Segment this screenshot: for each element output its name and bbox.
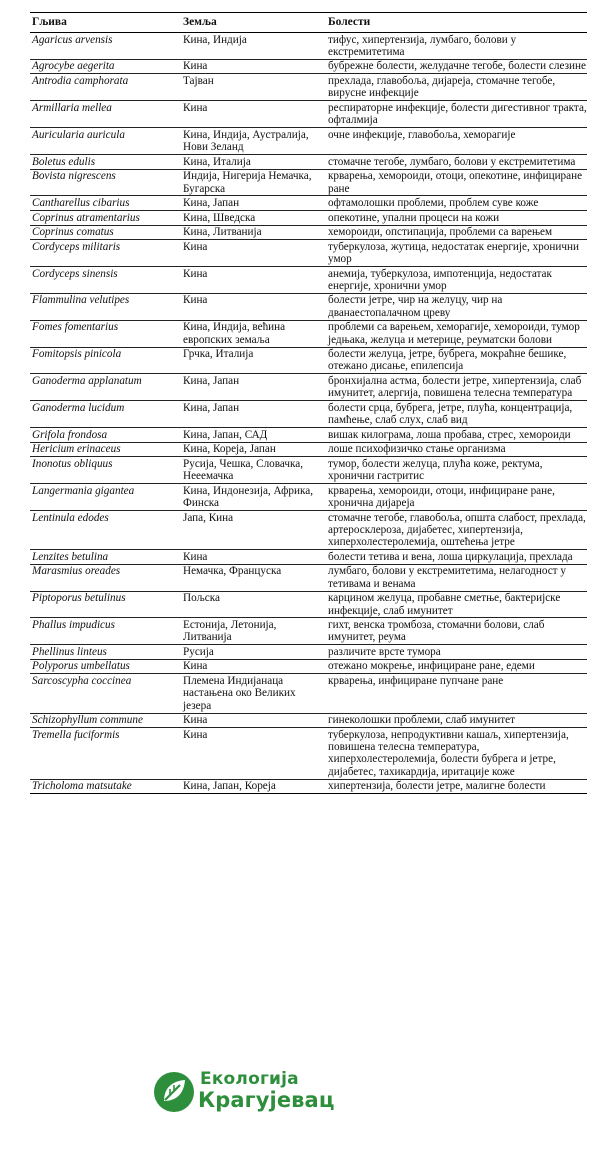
cell-country: Кина, Кореја, Јапан	[181, 442, 326, 457]
cell-country: Тајван	[181, 74, 326, 101]
cell-diseases: проблеми са варењем, хеморагије, хемороиди, тумор једњака, желуца и метерице, реуматски болови	[326, 320, 587, 347]
table-row	[30, 713, 587, 728]
cell-diseases: прехлада, главобоља, дијареја, стомачне тегобе, вирусне инфекције	[326, 74, 587, 101]
header-row	[30, 13, 587, 33]
cell-diseases: стомачне тегобе, лумбаго, болови у екстремитетима	[326, 155, 587, 170]
table-row	[30, 591, 587, 618]
table-row	[30, 320, 587, 347]
logo-text-kragujevac: Крагујевац	[198, 1088, 335, 1112]
table-row	[30, 401, 587, 428]
cell-diseases: вишак килограма, лоша пробава, стрес, хемороиди	[326, 428, 587, 443]
cell-diseases: туберкулоза, жутица, недостатак енергије, хронични умор	[326, 240, 587, 267]
cell-diseases: хемороиди, опстипација, проблеми са варењем	[326, 225, 587, 240]
cell-diseases: крварења, хемороиди, отоци, инфициране ране, хронична дијареја	[326, 484, 587, 511]
cell-diseases: карцином желуца, пробавне сметње, бактеријске инфекције, слаб имунитет	[326, 591, 587, 618]
table-row	[30, 240, 587, 267]
cell-country: Кина	[181, 101, 326, 128]
table-row	[30, 155, 587, 170]
ekologija-kragujevac-logo	[152, 1066, 335, 1120]
table-row	[30, 550, 587, 565]
cell-mushroom: Armillaria mellea	[30, 101, 181, 128]
table-row	[30, 510, 587, 549]
cell-diseases: болести тетива и вена, лоша циркулација, прехлада	[326, 550, 587, 565]
cell-mushroom: Fomes fomentarius	[30, 320, 181, 347]
table-row	[30, 779, 587, 794]
mushroom-table-page	[30, 12, 587, 794]
table-row	[30, 210, 587, 225]
cell-mushroom: Coprinus comatus	[30, 225, 181, 240]
cell-mushroom: Agaricus arvensis	[30, 33, 181, 60]
cell-diseases: отежано мокрење, инфициране ране, едеми	[326, 659, 587, 674]
cell-diseases: болести јетре, чир на желуцу, чир на дванаестопалачном цреву	[326, 293, 587, 320]
table-row	[30, 374, 587, 401]
cell-diseases: гихт, венска тромбоза, стомачни болови, слаб имунитет, реума	[326, 618, 587, 645]
table-body	[30, 33, 587, 794]
cell-mushroom: Bovista nigrescens	[30, 169, 181, 196]
cell-country: Естонија, Летонија, Литванија	[181, 618, 326, 645]
cell-country: Русија	[181, 645, 326, 660]
cell-diseases: гинеколошки проблеми, слаб имунитет	[326, 713, 587, 728]
cell-diseases: очне инфекције, главобоља, хеморагије	[326, 128, 587, 155]
cell-diseases: крварења, хемороиди, отоци, опекотине, инфициране ране	[326, 169, 587, 196]
table-row	[30, 74, 587, 101]
mushroom-diseases-table	[30, 12, 587, 794]
cell-country: Кина, Јапан	[181, 401, 326, 428]
cell-country: Кина, Индонезија, Африка, Финска	[181, 484, 326, 511]
cell-mushroom: Cordyceps militaris	[30, 240, 181, 267]
cell-mushroom: Lenzites betulina	[30, 550, 181, 565]
cell-diseases: болести срца, бубрега, јетре, плућа, концентрација, памћење, слаб слух, слаб вид	[326, 401, 587, 428]
cell-diseases: туберкулоза, непродуктивни кашаљ, хипертензија, повишена телесна температура, хиперхолестеролемија, болести бубрега и јетре, дијабетес, тахикардија, иритације коже	[326, 728, 587, 780]
cell-country: Русија, Чешка, Словачка, Нееемачка	[181, 457, 326, 484]
cell-country: Кина	[181, 266, 326, 293]
table-row	[30, 457, 587, 484]
cell-country: Кина, Италија	[181, 155, 326, 170]
cell-mushroom: Marasmius oreades	[30, 564, 181, 591]
cell-diseases: стомачне тегобе, главобоља, општа слабост, прехлада, артеросклероза, дијабетес, хипертензија, хиперхолестеролемија, оштећења јетре	[328, 511, 586, 549]
cell-diseases: различите врсте тумора	[326, 645, 587, 660]
cell-diseases: болести желуца, јетре, бубрега, мокраћне бешике, отежано дисање, епилепсија	[326, 347, 587, 374]
table-row	[30, 674, 587, 713]
cell-country: Кина, Шведска	[181, 210, 326, 225]
cell-mushroom: Phellinus linteus	[30, 645, 181, 660]
cell-mushroom: Grifola frondosa	[30, 428, 181, 443]
cell-diseases: крварења, инфициране пупчане ране	[326, 674, 587, 713]
table-row	[30, 196, 587, 211]
cell-country: Грчка, Италија	[181, 347, 326, 374]
cell-diseases: бубрежне болести, желудачне тегобе, болести слезине	[328, 60, 586, 73]
cell-mushroom: Tremella fuciformis	[30, 728, 181, 780]
cell-mushroom: Phallus impudicus	[30, 618, 181, 645]
cell-country: Кина, Индија, Аустралија, Нови Зеланд	[181, 128, 326, 155]
cell-country: Индија, Нигерија Немачка, Бугарска	[181, 169, 326, 196]
cell-country: Кина, Јапан, Кореја	[181, 779, 326, 794]
header-country: Земља	[181, 13, 326, 33]
table-row	[30, 59, 587, 74]
table-row	[30, 645, 587, 660]
cell-mushroom: Sarcoscypha coccinea	[30, 674, 181, 713]
table-row	[30, 225, 587, 240]
table-row	[30, 33, 587, 60]
table-row	[30, 128, 587, 155]
cell-mushroom: Schizophyllum commune	[30, 713, 181, 728]
cell-country: Племена Индијанаца настањена око Великих језера	[181, 674, 326, 713]
cell-country: Кина	[181, 59, 326, 74]
cell-country: Кина, Јапан, САД	[181, 428, 326, 443]
cell-mushroom: Cantharellus cibarius	[30, 196, 181, 211]
cell-diseases: анемија, туберкулоза, импотенција, недостатак енергије, хронични умор	[326, 266, 587, 293]
table-row	[30, 347, 587, 374]
cell-mushroom: Inonotus obliquus	[30, 457, 181, 484]
cell-country: Кина	[181, 713, 326, 728]
leaf-circle-icon	[152, 1070, 196, 1114]
cell-country: Јапа, Кина	[181, 510, 326, 549]
table-row	[30, 484, 587, 511]
cell-diseases: тумор, болести желуца, плућа коже, ректума, хронични гастритис	[326, 457, 587, 484]
cell-country: Кина, Литванија	[181, 225, 326, 240]
table-row	[30, 728, 587, 780]
table-row	[30, 659, 587, 674]
cell-mushroom: Boletus edulis	[30, 155, 181, 170]
cell-mushroom: Antrodia camphorata	[30, 74, 181, 101]
cell-country: Кина, Индија, већина европских земаља	[181, 320, 326, 347]
table-row	[30, 428, 587, 443]
cell-mushroom: Flammulina velutipes	[30, 293, 181, 320]
cell-mushroom: Hericium erinaceus	[30, 442, 181, 457]
cell-mushroom: Ganoderma applanatum	[30, 374, 181, 401]
cell-diseases: опекотине, упални процеси на кожи	[326, 210, 587, 225]
header-mushroom: Гљива	[30, 13, 181, 33]
cell-diseases: хипертензија, болести јетре, малигне болести	[326, 779, 587, 794]
cell-country: Кина	[181, 550, 326, 565]
cell-mushroom: Lentinula edodes	[30, 510, 181, 549]
table-row	[30, 618, 587, 645]
cell-country: Кина	[181, 240, 326, 267]
cell-diseases: офтамолошки проблеми, проблем суве коже	[326, 196, 587, 211]
cell-mushroom: Cordyceps sinensis	[30, 266, 181, 293]
cell-country: Кина, Јапан	[181, 374, 326, 401]
table-row	[30, 442, 587, 457]
logo-text-ekologija: Екологија	[200, 1069, 299, 1089]
header-diseases: Болести	[326, 13, 587, 33]
cell-country: Немачка, Француска	[181, 564, 326, 591]
cell-diseases: респираторне инфекције, болести дигестивног тракта, офталмија	[328, 101, 587, 127]
cell-country: Кина	[181, 293, 326, 320]
cell-mushroom: Polyporus umbellatus	[30, 659, 181, 674]
cell-mushroom: Fomitopsis pinicola	[30, 347, 181, 374]
table-row	[30, 293, 587, 320]
cell-mushroom: Langermania gigantea	[30, 484, 181, 511]
table-header	[30, 13, 587, 33]
cell-country: Кина	[181, 659, 326, 674]
cell-mushroom: Ganoderma lucidum	[30, 401, 181, 428]
table-row	[30, 564, 587, 591]
cell-country: Кина, Јапан	[181, 196, 326, 211]
cell-country: Кина, Индија	[181, 33, 326, 60]
cell-mushroom: Tricholoma matsutake	[30, 779, 181, 794]
cell-country: Кина	[181, 728, 326, 780]
table-row	[30, 266, 587, 293]
table-row	[30, 101, 587, 128]
cell-country: Пољска	[181, 591, 326, 618]
cell-mushroom: Piptoporus betulinus	[30, 591, 181, 618]
cell-mushroom: Coprinus atramentarius	[30, 210, 181, 225]
cell-diseases: лумбаго, болови у екстремитетима, нелагодност у тетивама и венама	[326, 564, 587, 591]
cell-diseases: лоше психофизичко стање организма	[326, 442, 587, 457]
cell-mushroom: Agrocybe aegerita	[30, 59, 181, 74]
cell-mushroom: Auricularia auricula	[30, 128, 181, 155]
cell-diseases: бронхијална астма, болести јетре, хипертензија, слаб имунитет, алергија, повишена телесна температура	[326, 374, 587, 401]
cell-diseases: тифус, хипертензија, лумбаго, болови у екстремитетима	[326, 33, 587, 60]
table-row	[30, 169, 587, 196]
